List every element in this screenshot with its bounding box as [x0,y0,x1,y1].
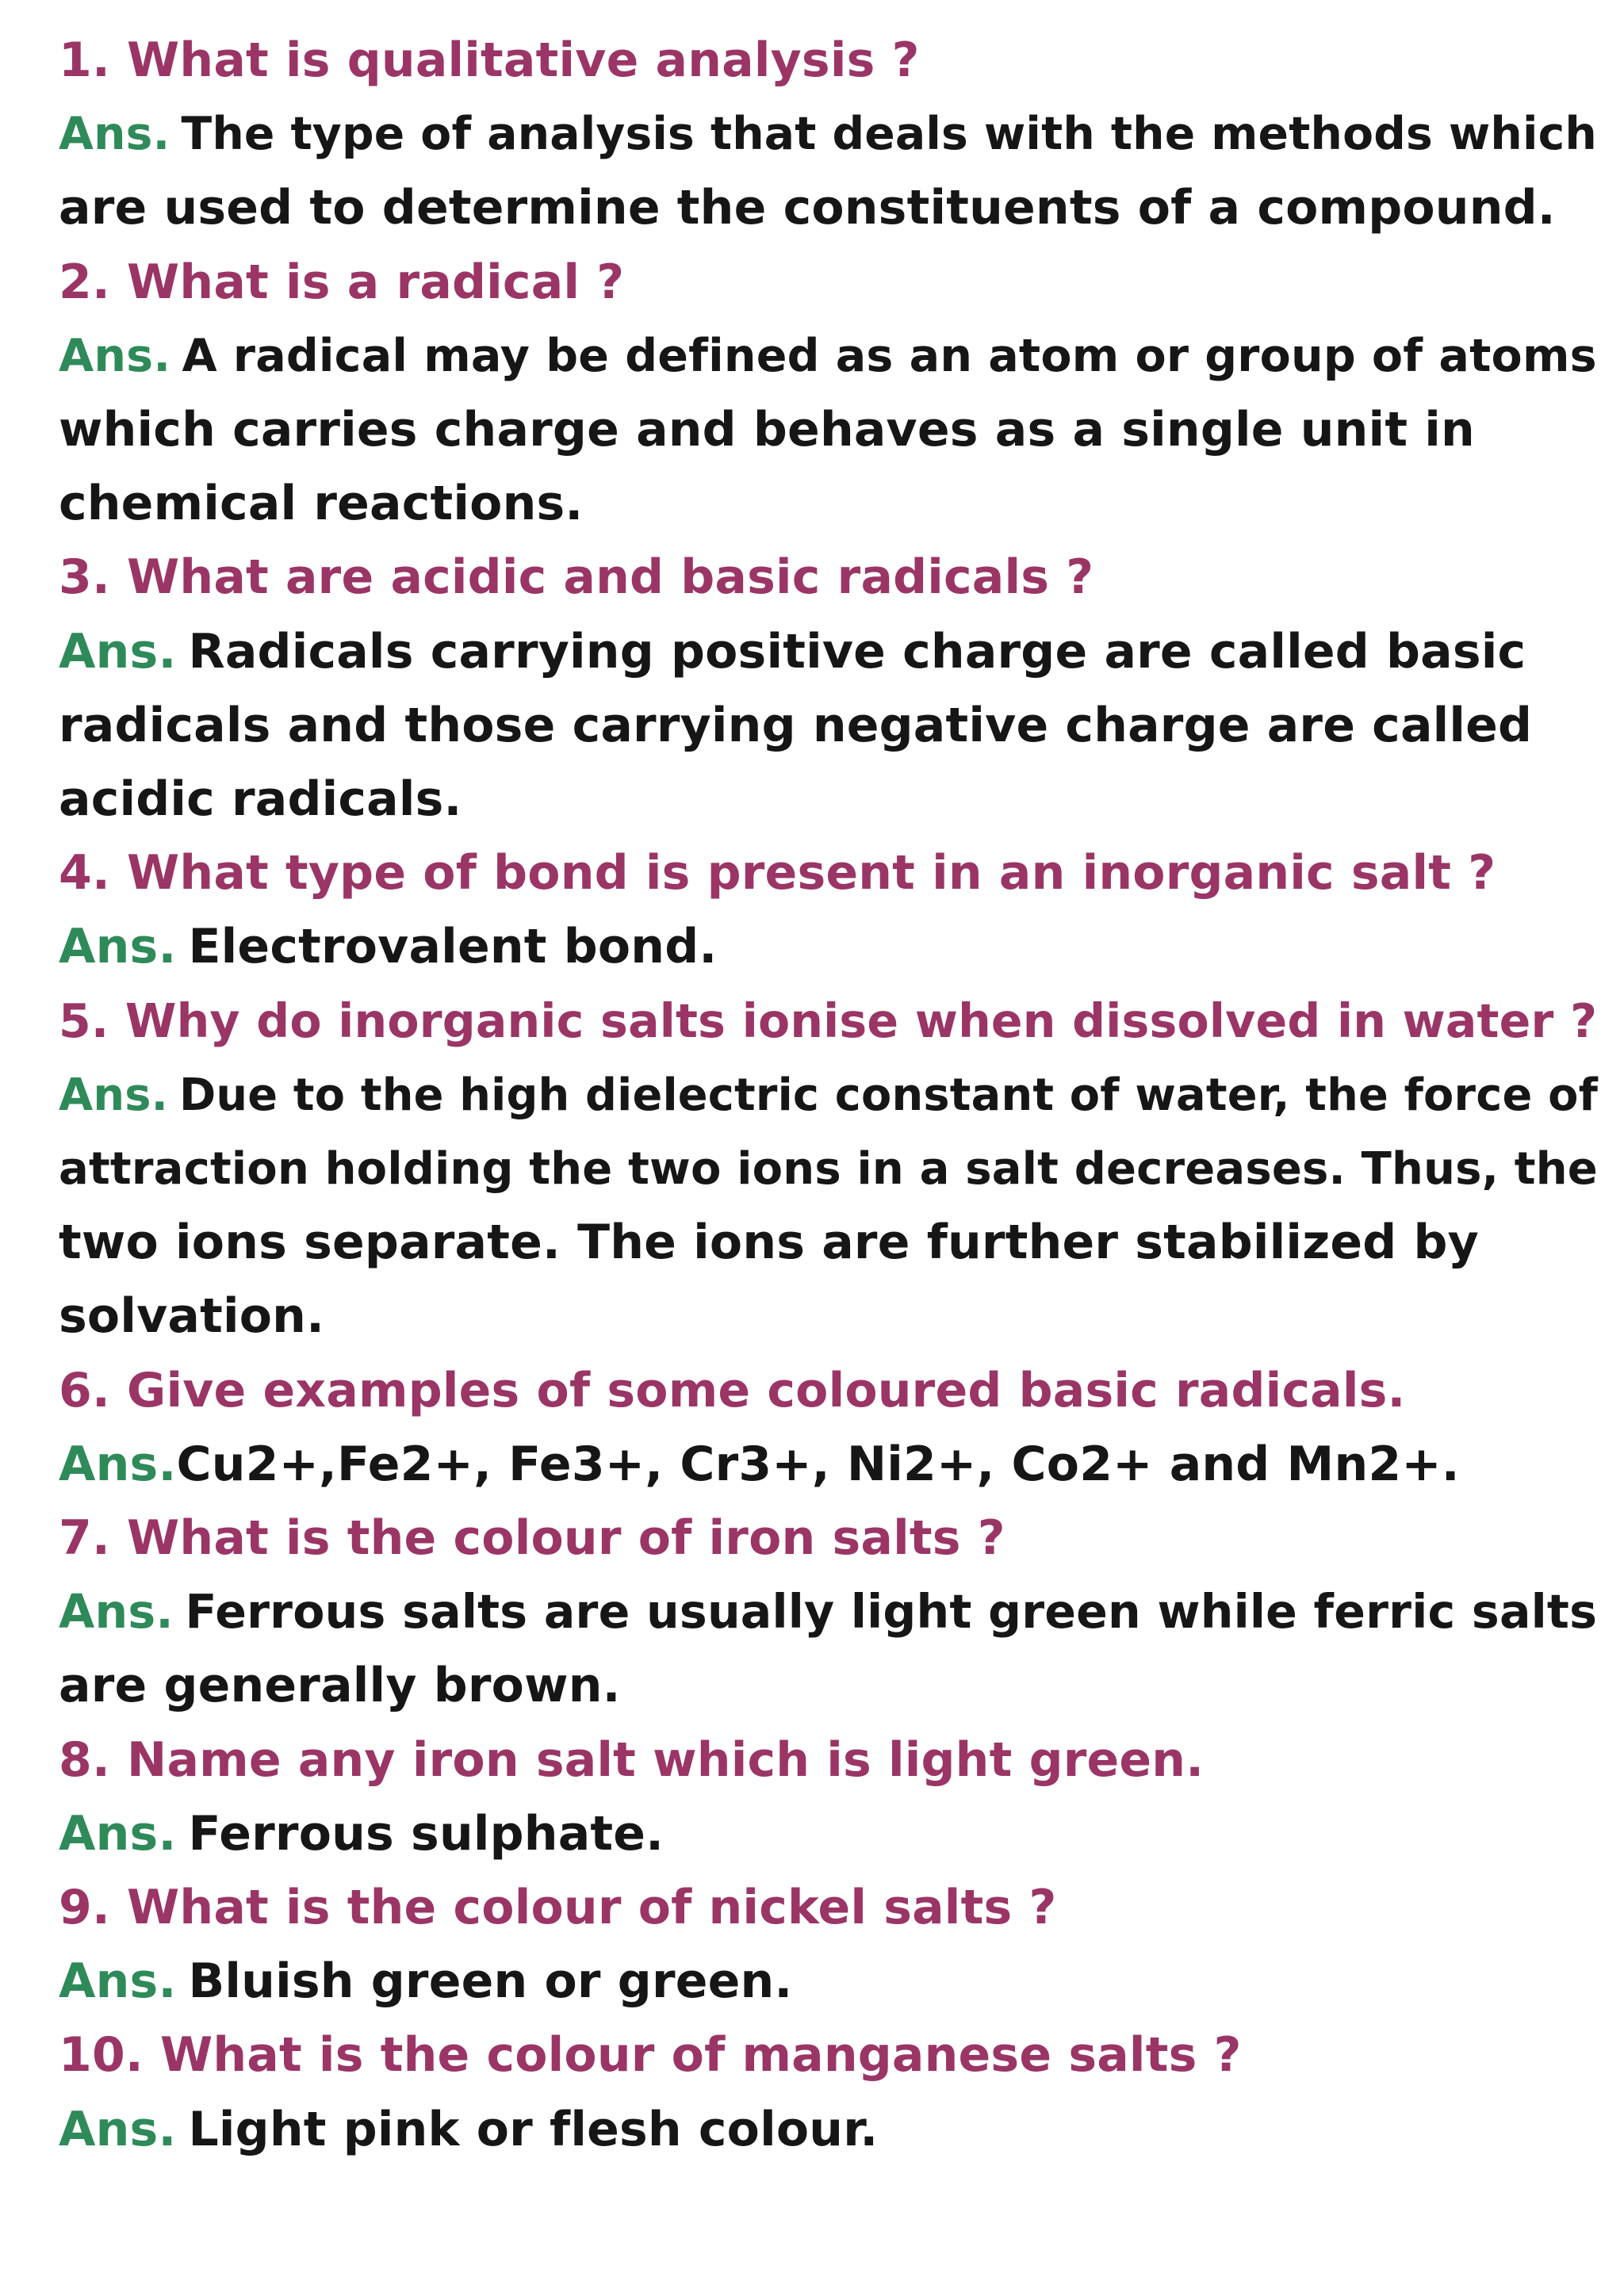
question-3: 3. What are acidic and basic radicals ? [59,549,1094,606]
answer-text: Ferrous salts are usually light green while ferric salts [185,1585,1598,1640]
answer-label: Ans. [59,1436,177,1492]
question-5: 5. Why do inorganic salts ionise when dissolved in water ? [59,993,1598,1048]
answer-text: Due to the high dielectric constant of water, the force of [178,1069,1599,1121]
question-9: 9. What is the colour of nickel salts ? [59,1880,1057,1936]
answer-label: Ans. [59,623,177,679]
answer-label: Ans. [59,1954,177,2010]
qa-item-2 [59,246,1597,541]
qa-item-1 [59,24,1597,246]
qa-item-4 [59,836,1597,984]
answer-label: Ans. [59,2101,177,2157]
answer-text: acidic radicals. [59,771,462,828]
answer-text: solvation. [59,1288,325,1345]
question-10: 10. What is the colour of manganese salts ? [59,2027,1242,2084]
answer-3-line-2 [59,689,1597,763]
answer-text: Ferrous sulphate. [188,1805,665,1862]
answer-text: Cu2+,Fe2+, Fe3+, Cr3+, Ni2+, Co2+ and Mn2+. [176,1436,1460,1492]
answer-text: are used to determine the constituents of a compound. [59,180,1556,236]
answer-9-line-1 [59,1945,1597,2019]
answer-2-line-1 [59,320,1597,393]
qa-item-6 [59,1354,1597,1502]
question-8: 8. Name any iron salt which is light green. [59,1732,1205,1788]
answer-5-line-1 [59,1058,1597,1132]
qa-item-3 [59,541,1597,836]
answer-text: A radical may be defined as an atom or group of atoms [182,329,1597,382]
answer-text: radicals and those carrying negative charge are called [59,697,1533,753]
qa-item-10 [59,2019,1597,2166]
answer-label: Ans. [59,329,171,382]
answer-3-line-1 [59,615,1597,689]
answer-8-line-1 [59,1797,1597,1871]
answer-label: Ans. [59,1805,177,1862]
answer-6-line-1 [59,1428,1597,1502]
question-6: 6. Give examples of some coloured basic radicals. [59,1362,1406,1418]
answer-text: The type of analysis that deals with the methods which [181,108,1597,161]
answer-10-line-1 [59,2093,1597,2167]
answer-1-line-2 [59,171,1597,245]
answer-label: Ans. [59,108,170,161]
answer-text: Light pink or flesh colour. [188,2101,879,2157]
question-4: 4. What type of bond is present in an inorganic salt ? [59,845,1496,901]
answer-label: Ans. [59,1585,174,1640]
answer-5-line-4 [59,1280,1597,1353]
answer-7-line-1 [59,1575,1597,1649]
qa-item-9 [59,1871,1597,2019]
answer-label: Ans. [59,919,177,975]
answer-1-line-1 [59,98,1597,171]
qa-document [59,24,1597,2167]
answer-text: are generally brown. [59,1658,621,1714]
qa-item-8 [59,1724,1597,1871]
answer-text: Electrovalent bond. [188,919,718,975]
answer-text: Radicals carrying positive charge are called basic [188,623,1526,679]
answer-7-line-2 [59,1649,1597,1723]
answer-text: chemical reactions. [59,476,584,532]
question-1: 1. What is qualitative analysis ? [59,33,920,88]
answer-label: Ans. [59,1069,168,1121]
question-2: 2. What is a radical ? [59,254,625,310]
answer-2-line-3 [59,467,1597,541]
answer-5-line-3 [59,1206,1597,1280]
answer-2-line-2 [59,393,1597,467]
answer-text: Bluish green or green. [188,1954,793,2010]
question-7: 7. What is the colour of iron salts ? [59,1510,1005,1567]
answer-text: attraction holding the two ions in a salt decreases. Thus, the [59,1143,1598,1196]
answer-4-line-1 [59,910,1597,984]
answer-5-line-2 [59,1132,1597,1206]
answer-text: which carries charge and behaves as a single unit in [59,402,1475,458]
answer-text: two ions separate. The ions are further stabilized by [59,1215,1479,1271]
answer-3-line-3 [59,763,1597,836]
qa-item-7 [59,1502,1597,1724]
qa-item-5 [59,985,1597,1354]
